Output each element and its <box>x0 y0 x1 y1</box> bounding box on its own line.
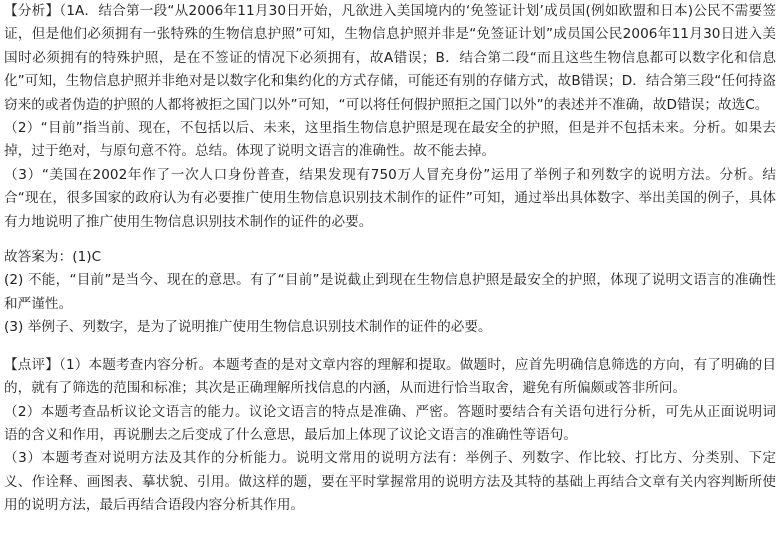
analysis-paragraph-3: （3）“美国在2002年作了一次人口身份普查，结果发现有750万人冒充身份”运用了举例子和列数字的说明方法。分析。结合“现在，很多国家的政府认为有必要推广使用生物信息识别技术制作的证件”可知，通过举出具体数字、举出美国的例子，具体有力地说明了推广使用生物信息识别技术制作的证件的必要。 <box>4 166 776 230</box>
comment-paragraph-1: 【点评】（1）本题考查内容分析。本题考查的是对文章内容的理解和提取。做题时，应首先明确信息筛选的方向，有了明确的目的，就有了筛选的范围和标准；其次是正确理解所找信息的内涵，从而进行恰当取舍，避免有所偏颇或答非所问。 <box>4 356 776 397</box>
analysis-paragraph-1: 【分析】（1A．结合第一段“从2006年11月30日开始，凡欲进入美国境内的‘免签证计划’成员国(例如欧盟和日本)公民不需要签证，但是他们必须拥有一张特殊的生物信息护照”可知，生物信息护照并非是“免签证计划”成员国公民2006年11月30日进入美国时必须拥有的特殊护照，是在不签证的情况下必须拥有，故A错误；B．结合第二段“而且这些生物信息都可以数字化和信息化”可知，生物信息护照并非绝对是以数字化和集约化的方式存储，可能还有别的存储方式，故B错误；D．结合第三段“任何持盗窃来的或者伪造的护照的人都将被拒之国门以外”可知，“可以将任何假护照拒之国门以外”的表述并不准确，故D错误；故选C。 <box>4 3 776 113</box>
section-spacer <box>4 340 776 354</box>
answer-line-2: (2) 不能，“目前”是当今、现在的意思。有了“目前”是说截止到现在生物信息护照是最安全的护照，体现了说明文语言的准确性和严谨性。 <box>4 272 776 312</box>
analysis-paragraph-2: （2）“目前”指当前、现在，不包括以后、未来，这里指生物信息护照是现在最安全的护照，但是并不包括未来。分析。如果去掉，过于绝对，与原句意不符。总结。体现了说明文语言的准确性。故不能去掉。 <box>4 120 776 160</box>
comment-paragraph-2: （2）本题考查品析议论文语言的能力。议论文语言的特点是准确、严密。答题时要结合有关语句进行分析，可先从正面说明词语的含义和作用，再说删去之后变成了什么意思，最后加上体现了议论文语言的准确性等语句。 <box>4 403 776 443</box>
section-spacer <box>4 234 776 246</box>
comment-paragraph-3: （3）本题考查对说明方法及其作的分析能力。说明文常用的说明方法有：举例子、列数字、作比较、打比方、分类别、下定义、作诠释、画图表、摹状貌、引用。做这样的题，要在平时掌握常用的说明方法及其特的基础上再结合文章有关内容判断所使用的说明方法，最后再结合语段内容分析其作用。 <box>4 450 776 514</box>
answer-line-1: 故答案为：(1)C <box>4 249 102 266</box>
answer-line-3: (3) 举例子、列数字，是为了说明推广使用生物信息识别技术制作的证件的必要。 <box>4 319 492 336</box>
